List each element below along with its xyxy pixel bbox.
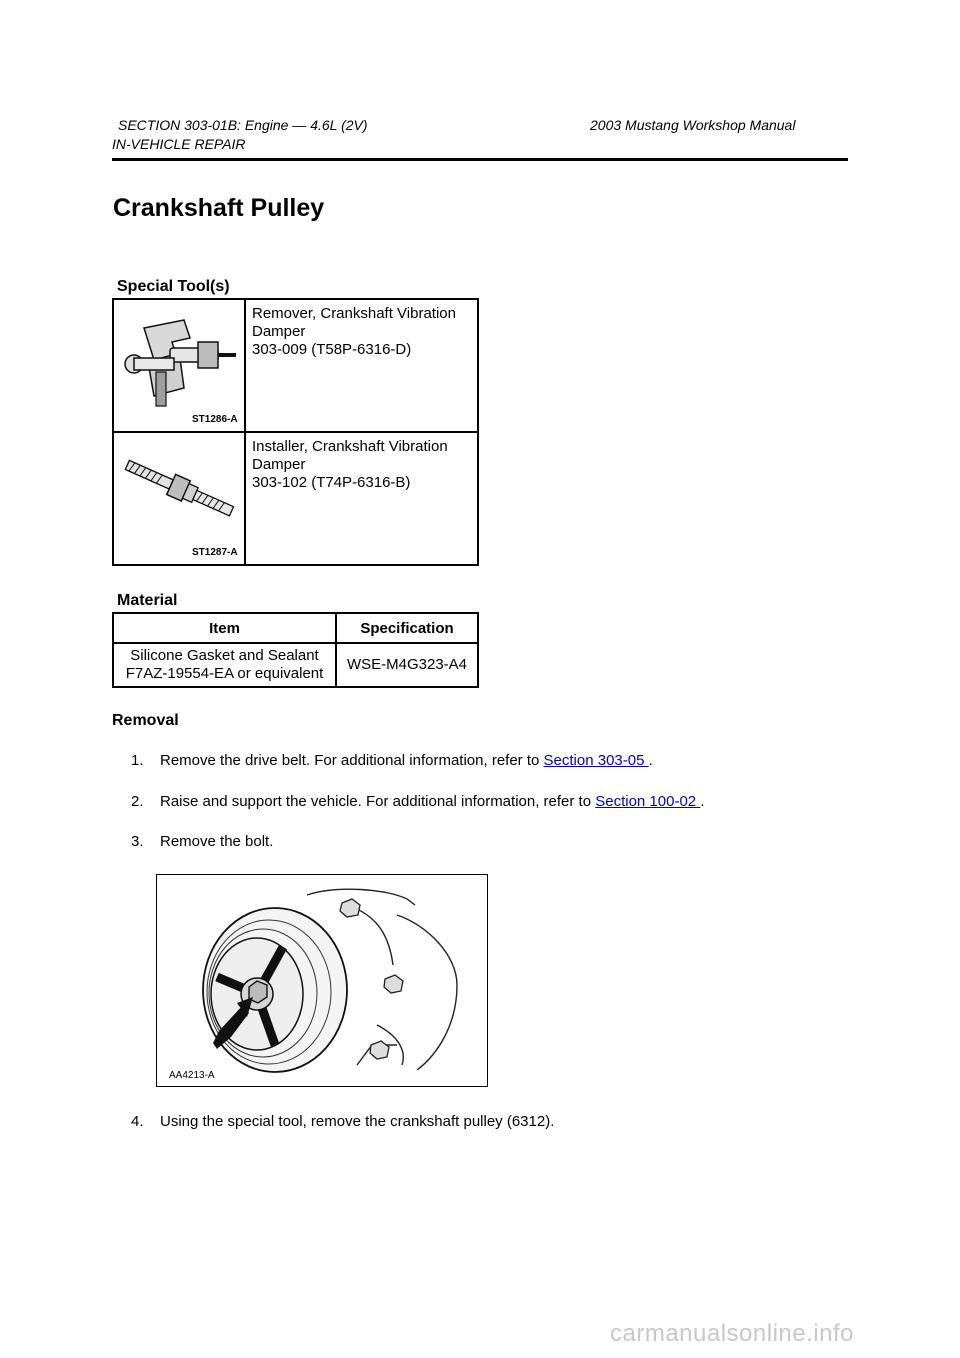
material-header-row [113, 613, 478, 643]
tool-image-cell [113, 299, 245, 432]
material-item-cell [113, 643, 336, 687]
step-number: 2. [131, 793, 144, 810]
list-item [131, 833, 273, 850]
material-item-line: F7AZ-19554-EA or equivalent [125, 665, 324, 682]
special-tools-heading: Special Tool(s) [117, 278, 230, 295]
step-number: 3. [131, 833, 144, 850]
tool-name-line: Damper [252, 456, 306, 473]
column-header-specification: Specification [336, 613, 478, 643]
section-100-02-link[interactable]: Section 100-02 [595, 793, 701, 810]
step-number: 4. [131, 1113, 144, 1130]
step-text: Raise and support the vehicle. For additional information, refer to [160, 793, 596, 810]
column-header-item: Item [113, 613, 336, 643]
tool-figure-label: ST1287-A [192, 547, 238, 558]
vibration-damper-installer-icon [114, 433, 244, 559]
watermark: carmanualsonline.info [610, 1320, 854, 1347]
tool-row [113, 299, 478, 432]
list-item [131, 793, 704, 810]
step-text: Remove the drive belt. For additional information, refer to [160, 752, 544, 769]
step-text: Remove the bolt. [160, 833, 274, 850]
tool-description [245, 299, 478, 432]
tool-image-cell [113, 432, 245, 565]
header-divider [112, 158, 848, 161]
crankshaft-pulley-illustration [157, 875, 487, 1086]
tool-row [113, 432, 478, 565]
table-row [113, 643, 478, 687]
figure-crankshaft-pulley [156, 874, 488, 1087]
step-text-end: . [700, 793, 705, 810]
material-spec-cell: WSE-M4G323-A4 [336, 643, 478, 687]
tool-name-line: Remover, Crankshaft Vibration [252, 305, 456, 322]
step-text: Using the special tool, remove the crankshaft pulley (6312). [160, 1113, 555, 1130]
step-text-end: . [648, 752, 653, 769]
tool-name-line: Installer, Crankshaft Vibration [252, 438, 448, 455]
category-label: IN-VEHICLE REPAIR [112, 136, 246, 152]
section-303-05-link[interactable]: Section 303-05 [543, 752, 649, 769]
list-item [131, 752, 653, 769]
removal-heading: Removal [112, 712, 179, 729]
tool-number: 303-009 (T58P-6316-D) [252, 341, 412, 358]
section-header: SECTION 303-01B: Engine — 4.6L (2V) [118, 117, 368, 133]
page-title: Crankshaft Pulley [113, 194, 325, 222]
material-table [112, 612, 479, 688]
vibration-damper-remover-icon [114, 300, 244, 426]
step-number: 1. [131, 752, 144, 769]
figure-label: AA4213-A [169, 1070, 215, 1081]
tool-figure-label: ST1286-A [192, 414, 238, 425]
tool-description [245, 432, 478, 565]
tool-number: 303-102 (T74P-6316-B) [252, 474, 411, 491]
material-heading: Material [117, 592, 178, 609]
special-tools-table [112, 298, 479, 566]
tool-name-line: Damper [252, 323, 306, 340]
manual-title: 2003 Mustang Workshop Manual [590, 117, 796, 133]
list-item [131, 1113, 554, 1130]
material-item-line: Silicone Gasket and Sealant [130, 647, 319, 664]
